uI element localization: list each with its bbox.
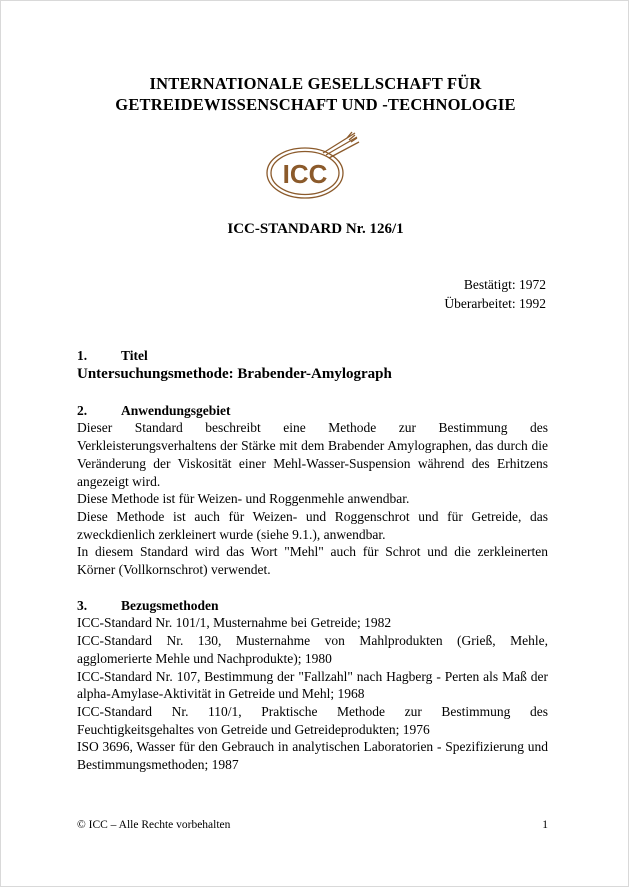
- paragraph: Diese Methode ist für Weizen- und Roggenmehle anwendbar.: [77, 491, 410, 507]
- page-footer: [77, 819, 548, 831]
- section-2-heading: [77, 402, 548, 420]
- header-line-1: INTERNATIONALE GESELLSCHAFT FÜR: [149, 74, 482, 93]
- logo-text: ICC: [282, 159, 328, 189]
- paragraph: In diesem Standard wird das Wort "Mehl" auch für Schrot und die zerkleinerten Körner (Vollkornschrot) verwendet.: [77, 544, 548, 578]
- section-2-number: 2.: [77, 402, 88, 418]
- section-2-title: Anwendungsgebiet: [121, 402, 231, 418]
- confirmed-date: Bestätigt: 1972: [463, 277, 546, 292]
- method-subtitle: Untersuchungsmethode: Brabender-Amylograph: [77, 365, 392, 382]
- reference-item: ICC-Standard Nr. 107, Bestimmung der "Fallzahl" nach Hagberg - Perten als Maß der alpha-Amylase-Aktivität in Getreide und Mehl; 1968: [77, 668, 548, 702]
- reference-item: ISO 3696, Wasser für den Gebrauch in analytischen Laboratorien - Spezifizierung und Bestimmungsmethoden; 1987: [77, 739, 548, 773]
- reference-item: ICC-Standard Nr. 130, Musternahme von Mahlprodukten (Grieß, Mehle, agglomerierte Mehle und Nachprodukte); 1980: [77, 633, 548, 666]
- copyright-notice: © ICC – Alle Rechte vorbehalten: [77, 819, 231, 831]
- reference-item: ICC-Standard Nr. 110/1, Praktische Methode zur Bestimmung des Feuchtigkeitsgehaltes von Getreide und Getreideprodukten; 1976: [77, 703, 548, 737]
- section-3-number: 3.: [77, 597, 88, 613]
- organization-header: [1, 73, 629, 115]
- reference-item: ICC-Standard Nr. 101/1, Musternahme bei Getreide; 1982: [77, 615, 392, 631]
- page-number: 1: [542, 819, 548, 831]
- header-line-2: GETREIDEWISSENSCHAFT UND -TECHNOLOGIE: [115, 95, 516, 114]
- section-1-heading: [77, 347, 548, 365]
- paragraph: Dieser Standard beschreibt eine Methode zur Bestimmung des Verkleisterungsverhaltens der Stärke mit dem Brabender Amylographen, das durch die Veränderung der Viskosität einer Mehl-Wasser-Suspension während des Erhitzens angezeigt wird.: [77, 420, 548, 489]
- icc-logo: [263, 129, 363, 203]
- revised-date: Überarbeitet: 1992: [444, 296, 546, 311]
- section-3-title: Bezugsmethoden: [121, 597, 219, 613]
- section-3-heading: [77, 597, 548, 615]
- section-1-title: Titel: [121, 348, 148, 363]
- document-body: [77, 347, 548, 774]
- paragraph: Diese Methode ist auch für Weizen- und Roggenschrot und für Getreide, das zweckdienlich zerkleinert wurde (siehe 9.1.), anwendbar.: [77, 508, 548, 542]
- dates-block: [444, 275, 546, 313]
- section-1-number: 1.: [77, 348, 88, 363]
- standard-title: ICC-STANDARD Nr. 126/1: [227, 221, 404, 237]
